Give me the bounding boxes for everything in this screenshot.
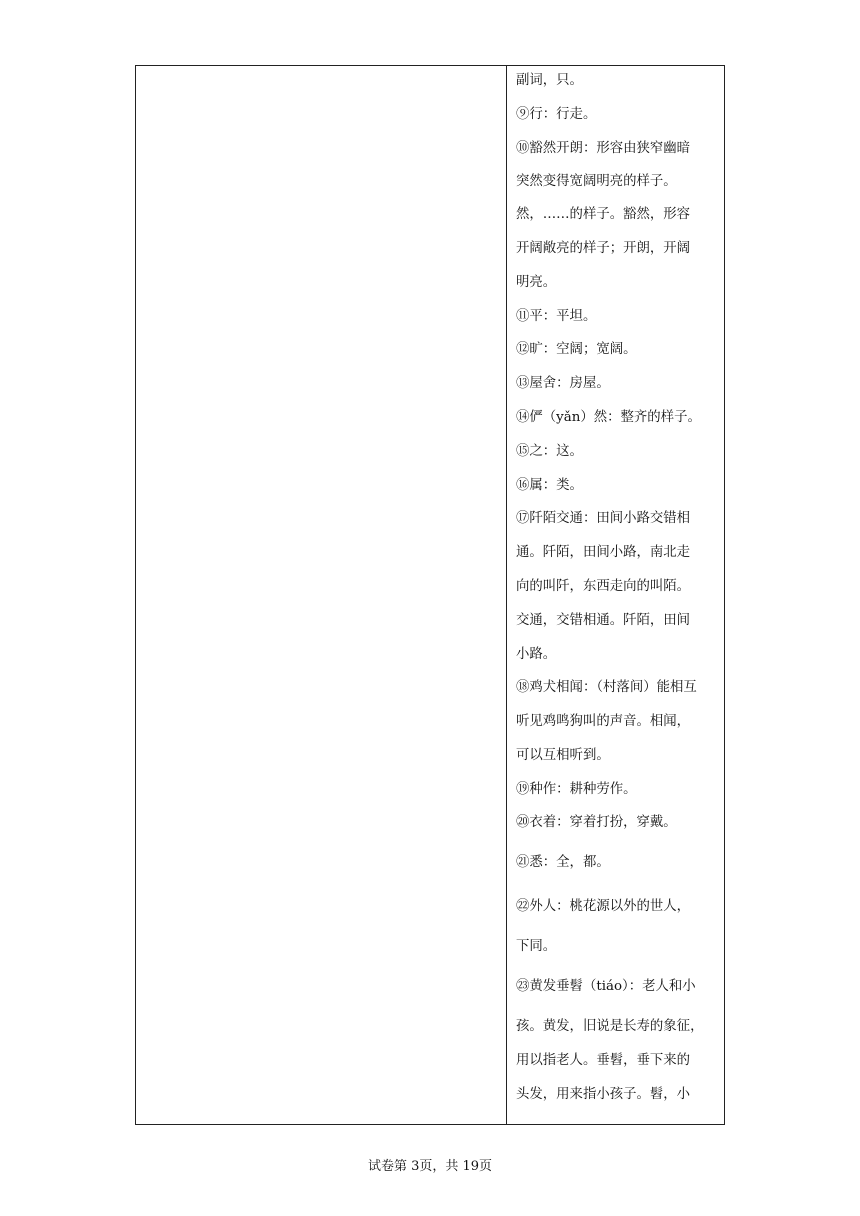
note-line: 听见鸡鸣狗叫的声音。相闻， <box>516 714 691 729</box>
note-line: ㉓黄发垂髫（tiáo）：老人和小 <box>516 979 696 994</box>
note-line: ⑬屋舍：房屋。 <box>516 376 610 391</box>
note-line: ⑫旷：空阔；宽阔。 <box>516 342 637 357</box>
note-line: ⑪平：平坦。 <box>516 309 597 324</box>
note-line: 通。阡陌，田间小路，南北走 <box>516 545 691 560</box>
note-line: 明亮。 <box>516 275 557 290</box>
note-line: 用以指老人。垂髫，垂下来的 <box>516 1053 691 1068</box>
note-line: ⑩豁然开朗：形容由狭窄幽暗 <box>516 141 691 156</box>
page-footer: 试卷第 3页，共 19页 <box>367 1159 493 1174</box>
note-line: 开阔敞亮的样子；开朗，开阔 <box>516 241 691 256</box>
note-line: ⑭俨（yǎn）然：整齐的样子。 <box>516 410 701 425</box>
note-line: ⑳衣着：穿着打扮，穿戴。 <box>516 815 677 830</box>
note-line: ⑯属：类。 <box>516 478 583 493</box>
original-text-cell <box>136 66 506 1124</box>
note-line: ⑨行：行走。 <box>516 107 597 122</box>
note-line: 交通，交错相通。阡陌，田间 <box>516 613 691 628</box>
note-line: 头发，用来指小孩子。髫，小 <box>516 1087 691 1102</box>
note-line: ⑰阡陌交通：田间小路交错相 <box>516 511 691 526</box>
note-line: 孩。黄发，旧说是长寿的象征， <box>516 1019 704 1034</box>
note-line: ⑲种作：耕种劳作。 <box>516 782 637 797</box>
note-line: 下同。 <box>516 939 557 954</box>
note-line: ㉑悉：全，都。 <box>516 855 610 870</box>
column-divider <box>506 66 507 1124</box>
annotation-table <box>135 65 725 1125</box>
note-line: ⑱鸡犬相闻：（村落间）能相互 <box>516 680 697 695</box>
note-line: 副词，只。 <box>516 73 583 88</box>
annotation-cell <box>516 66 718 1124</box>
note-line: 突然变得宽阔明亮的样子。 <box>516 174 677 189</box>
note-line: ㉒外人：桃花源以外的世人， <box>516 899 691 914</box>
note-line: 小路。 <box>516 647 557 662</box>
note-line: 然，……的样子。豁然，形容 <box>516 207 691 222</box>
note-line: ⑮之：这。 <box>516 444 583 459</box>
note-line: 可以互相听到。 <box>516 748 610 763</box>
note-line: 向的叫阡，东西走向的叫陌。 <box>516 579 691 594</box>
